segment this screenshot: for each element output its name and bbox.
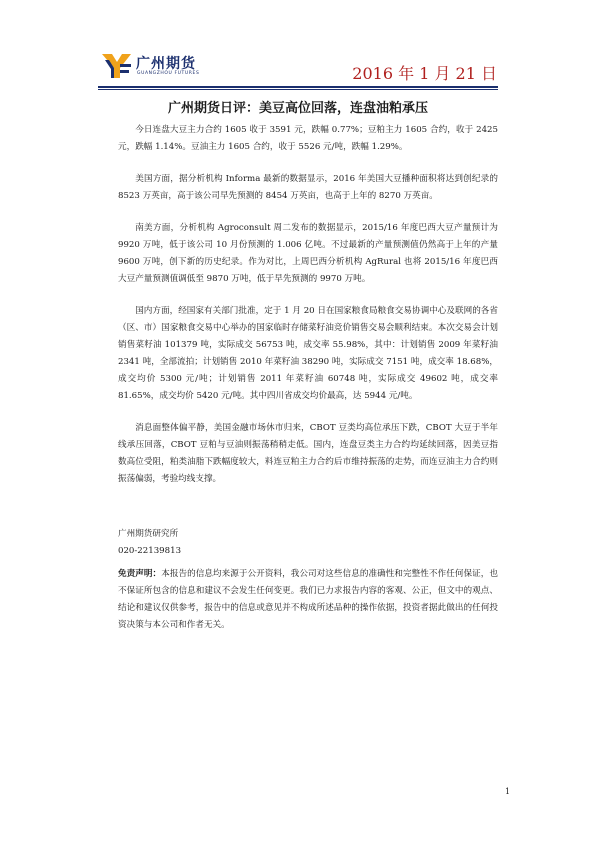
disclaimer-text: 本报告的信息均来源于公开资料，我公司对这些信息的准确性和完整性不作任何保证，也不保证所包含的信息和建议不会发生任何变更。我们已力求报告内容的客观、公正，但文中的观点、结论和建议仅供参考，报告中的信息或意见并不构成所述品种的操作依据，投资者据此做出的任何投资决策与本公司和作者无关。 bbox=[118, 569, 498, 630]
company-logo bbox=[100, 52, 230, 82]
page-number: 1 bbox=[505, 787, 511, 796]
guangzhou-futures-logo-icon bbox=[100, 52, 132, 80]
paragraph-south-america: 南美方面，分析机构 Agroconsult 周二发布的数据显示，2015/16 年度巴西大豆产量预计为 9920 万吨，低于该公司 10 月份预测的 1.006 亿吨。不过最新的产量预测值仍然高于上年的产量 9600 万吨，创下新的历史纪录。作为对比，上周巴西分析机构 AgRural 也将 2015/16 年度巴西大豆产量预测值调低至 9870 万吨，低于早先预测的 9970 万吨。 bbox=[118, 223, 498, 284]
report-date: 2016 年 1 月 21 日 bbox=[352, 64, 497, 83]
contact-phone: 020-22139813 bbox=[118, 546, 182, 556]
report-title: 广州期货日评：美豆高位回落，连盘油粕承压 bbox=[167, 101, 428, 116]
contact-block bbox=[118, 526, 181, 560]
logo-name-en: GUANGZHOU FUTURES bbox=[137, 71, 200, 76]
report-header bbox=[0, 0, 595, 95]
paragraph-us-acreage: 美国方面，据分析机构 Informa 最新的数据显示，2016 年美国大豆播种面积将达到创纪录的 8523 万英亩，高于该公司早先预测的 8454 万英亩，也高于上年的 8270 万英亩。 bbox=[118, 174, 498, 201]
header-rule-thick bbox=[98, 86, 498, 88]
header-rule-thin bbox=[98, 89, 498, 90]
report-body bbox=[118, 122, 498, 503]
research-institute-name: 广州期货研究所 bbox=[118, 529, 179, 539]
paragraph-domestic-auction: 国内方面，经国家有关部门批准，定于 1 月 20 日在国家粮食局粮食交易协调中心及联网的各省（区、市）国家粮食交易中心举办的国家临时存储菜籽油竞价销售交易会顺利结束。本次交易会计划销售菜籽油 101379 吨，实际成交 56753 吨，成交率 55.98%，其中：计划销售 2009 年菜籽油 2341 吨，全部流拍；计划销售 2010 年菜籽油 38290 吨，实际成交 7151 吨，成交率 18.68%，成交均价 5300 元/吨；计划销售 2011 年菜籽油 60748 吨，实际成交 49602 吨，成交率 81.65%，成交均价 5420 元/吨。其中四川省成交均价最高，达 5944 元/吨。 bbox=[118, 306, 498, 401]
paragraph-market-close: 今日连盘大豆主力合约 1605 收于 3591 元，跌幅 0.77%；豆粕主力 1605 合约，收于 2425 元，跌幅 1.14%。豆油主力 1605 合约，收于 5526 元/吨，跌幅 1.29%。 bbox=[118, 125, 498, 152]
paragraph-outlook: 消息面整体偏平静，美国金融市场休市归来，CBOT 豆类均高位承压下跌，CBOT 大豆于半年线承压回落，CBOT 豆粕与豆油则振荡稍稍走低。国内，连盘豆类主力合约均延续回落，因美豆指数高位受阻，粕类油脂下跌幅度较大，料连豆粕主力合约后市维持振荡的走势，而连豆油主力合约则振荡偏弱，考验均线支撑。 bbox=[118, 423, 498, 484]
disclaimer bbox=[118, 566, 498, 634]
logo-name-cn: 广州期货 bbox=[136, 56, 196, 72]
disclaimer-label: 免责声明： bbox=[118, 569, 162, 579]
